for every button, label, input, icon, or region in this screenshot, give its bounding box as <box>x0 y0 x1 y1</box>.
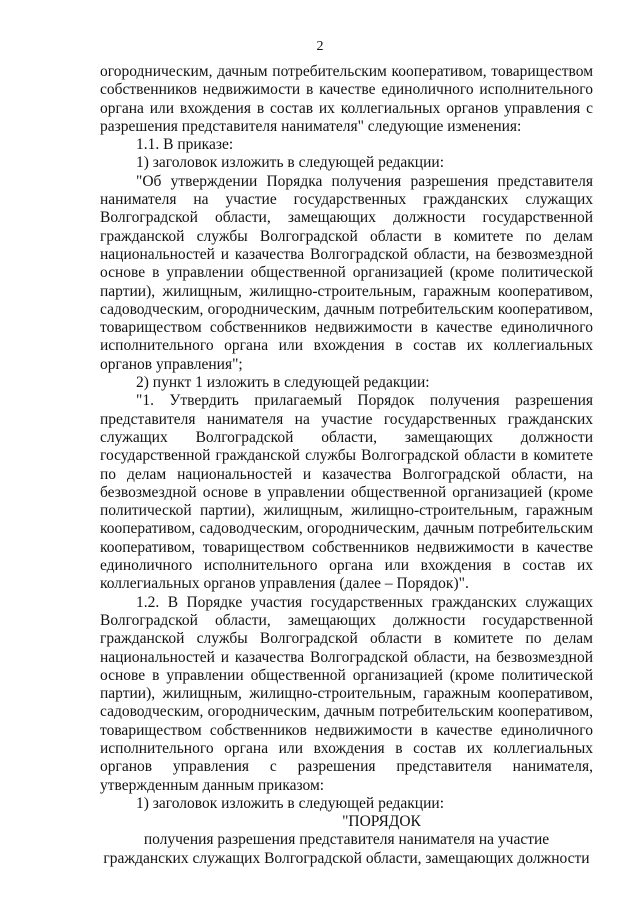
procedure-title-heading: "ПОРЯДОК <box>342 813 421 831</box>
page-number: 2 <box>316 39 324 54</box>
subitem-2-point-change: 2) пункт 1 изложить в следующей редакции: <box>136 374 430 392</box>
item-1-2-paragraph: 1.2. В Порядке участия государственных гражданских служащих Волгоградской области, замещающих должности государственной гражданской службы Волгоградской области в комитете по делам национальностей и казачества Волгоградской области, на безвозмездной основе в управлении общественной организацией (кроме политической партии), жилищным, жилищно-строительным, гаражным кооперативом, садоводческим, огородническим, дачным потребительским кооперативом, товариществом собственников недвижимости в качестве единоличного исполнительного органа или вхождения в состав их коллегиальных органов управления с разрешения представителя нанимателя, утвержденным данным приказом: <box>100 593 593 794</box>
procedure-title-line-2: гражданских служащих Волгоградской области, замещающих должности <box>103 849 590 867</box>
intro-paragraph: огородническим, дачным потребительским кооперативом, товариществом собственников недвижимости в качестве единоличного исполнительного органа или вхождения в состав их коллегиальных органов управления с разрешения представителя нанимателя" следующие изменения: <box>100 63 593 135</box>
new-order-title-paragraph: "Об утверждении Порядка получения разрешения представителя нанимателя на участие государственных гражданских служащих Волгоградской области, замещающих должности государственной гражданской службы Волгоградской области в комитете по делам национальностей и казачества Волгоградской области, на безвозмездной основе в управлении общественной организацией (кроме политической партии), жилищным, жилищно-строительным, гаражным кооперативом, садоводческим, огородническим, дачным потребительским кооперативом, товариществом собственников недвижимости в качестве единоличного исполнительного органа или вхождения в состав их коллегиальных органов управления"; <box>100 172 593 373</box>
document-body <box>100 63 593 868</box>
point-1-new-wording: "1. Утвердить прилагаемый Порядок получения разрешения представителя нанимателя на участие государственных гражданских служащих Волгоградской области, замещающих должности государственной гражданской службы Волгоградской области в комитете по делам национальностей и казачества Волгоградской области, на безвозмездной основе в управлении общественной организацией (кроме политической партии), жилищным, жилищно-строительным, гаражным кооперативом, садоводческим, огородническим, дачным потребительским кооперативом, товариществом собственников недвижимости в качестве единоличного исполнительного органа или вхождения в состав их коллегиальных органов управления (далее – Порядок)". <box>100 392 593 593</box>
item-1-1-heading: 1.1. В приказе: <box>136 136 234 154</box>
procedure-title-line-1: получения разрешения представителя нанимателя на участие <box>143 831 550 849</box>
subitem-1-title-change: 1) заголовок изложить в следующей редакции: <box>136 154 444 172</box>
subitem-1-procedure-title-change: 1) заголовок изложить в следующей редакции: <box>136 794 444 812</box>
